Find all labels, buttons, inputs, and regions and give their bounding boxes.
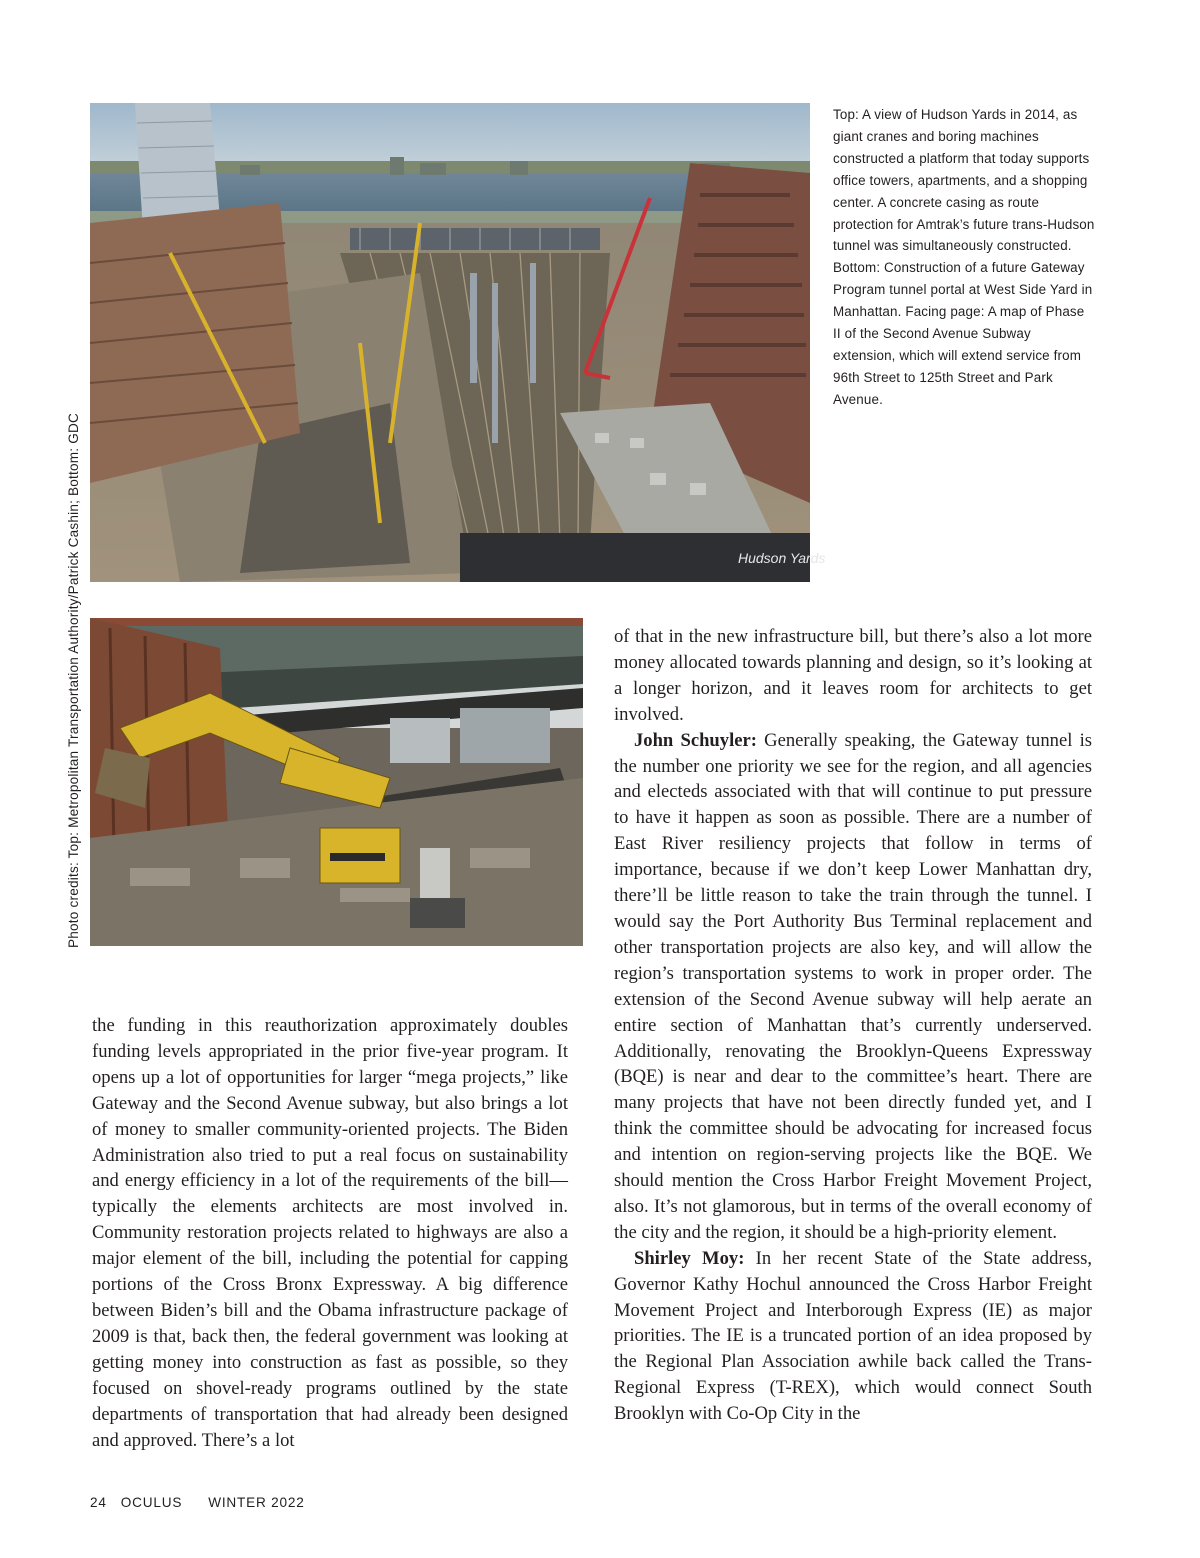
continuation-paragraph: of that in the new infrastructure bill, but there’s also a lot more money allocated towards planning and design, so it’s looking at a longer horizon, and it leaves room for architects to get involved. <box>614 626 1092 725</box>
speaker-name: John Schuyler: <box>634 729 757 751</box>
left-paragraph: the funding in this reauthorization approximately doubles funding levels appropriated in the prior five-year program. It opens up a lot of opportunities for larger “mega projects,” like Gateway and the Second Avenue subway, but also brings a lot of money to smaller community-oriented projects. The Biden Administration also tried to put a real focus on sustainability and energy efficiency in a lot of the requirements of the bill—typically the elements architects are most involved in. Community restoration projects related to highways are also a major element of the bill, including the potential for capping portions of the Cross Bronx Expressway. A big difference between Biden’s bill and the Obama infrastructure package of 2009 is that, back then, the federal government was looking at getting money into construction as fast as possible, so they focused on shovel-ready programs outlined by the state departments of transportation that had already been designed and approved. There’s a lot <box>92 1015 568 1451</box>
schuyler-paragraph <box>614 728 1092 1246</box>
left-column <box>92 1013 568 1453</box>
page-footer <box>90 1495 319 1510</box>
issue-date: WINTER 2022 <box>208 1495 305 1510</box>
page-number: 24 <box>90 1495 107 1510</box>
gateway-tunnel-photo <box>90 618 583 946</box>
speaker-text: In her recent State of the State address, Governor Kathy Hochul announced the Cross Harbor Freight Movement Project and Interborough Express (IE) as major priorities. The IE is a truncated portion of an idea proposed by the Regional Plan Association awhile back called the Trans-Regional Express (T-REX), which would connect South Brooklyn with Co-Op City in the <box>614 1247 1092 1425</box>
moy-paragraph <box>614 1246 1092 1427</box>
hudson-yards-sign: Hudson Yards <box>738 550 826 566</box>
speaker-name: Shirley Moy: <box>634 1247 745 1269</box>
right-column <box>614 624 1092 1427</box>
photo-credit: Photo credits: Top: Metropolitan Transportation Authority/Patrick Cashin; Bottom: GDC <box>66 412 81 948</box>
photo-caption: Top: A view of Hudson Yards in 2014, as giant cranes and boring machines constructed a platform that today supports office towers, apartments, and a shopping center. A concrete casing as route protection for Amtrak’s future trans-Hudson tunnel was simultaneously constructed. Bottom: Construction of a future Gateway Program tunnel portal at West Side Yard in Manhattan. Facing page: A map of Phase II of the Second Avenue Subway extension, which will extend service from 96th Street to 125th Street and Park Avenue. <box>833 107 1095 407</box>
magazine-name: OCULUS <box>120 1495 183 1510</box>
hudson-yards-photo <box>90 103 826 582</box>
speaker-text: Generally speaking, the Gateway tunnel is the number one priority we see for the region, and all agencies and electeds associated with that will continue to put pressure to have it happen as soon as possible. There are a number of East River resiliency projects that follow in terms of importance, because if we don’t keep Lower Manhattan dry, there’ll be little reason to take the train through the tunnel. I would say the Port Authority Bus Terminal replacement and other transportation projects are also key, and will allow the region’s transportation systems to work in proper order. The extension of the Second Avenue subway will help aerate an entire section of Manhattan that’s currently underserved. Additionally, renovating the Brooklyn-Queens Expressway (BQE) is near and dear to the committee’s heart. There are many projects that have not been directly funded yet, and I think the committee should be advocating for increased focus and intention on region-serving projects like the BQE. We should mention the Cross Harbor Freight Movement Project, also. It’s not glamorous, but in terms of the overall economy of the city and the region, it should be a high-priority element. <box>614 729 1092 1243</box>
